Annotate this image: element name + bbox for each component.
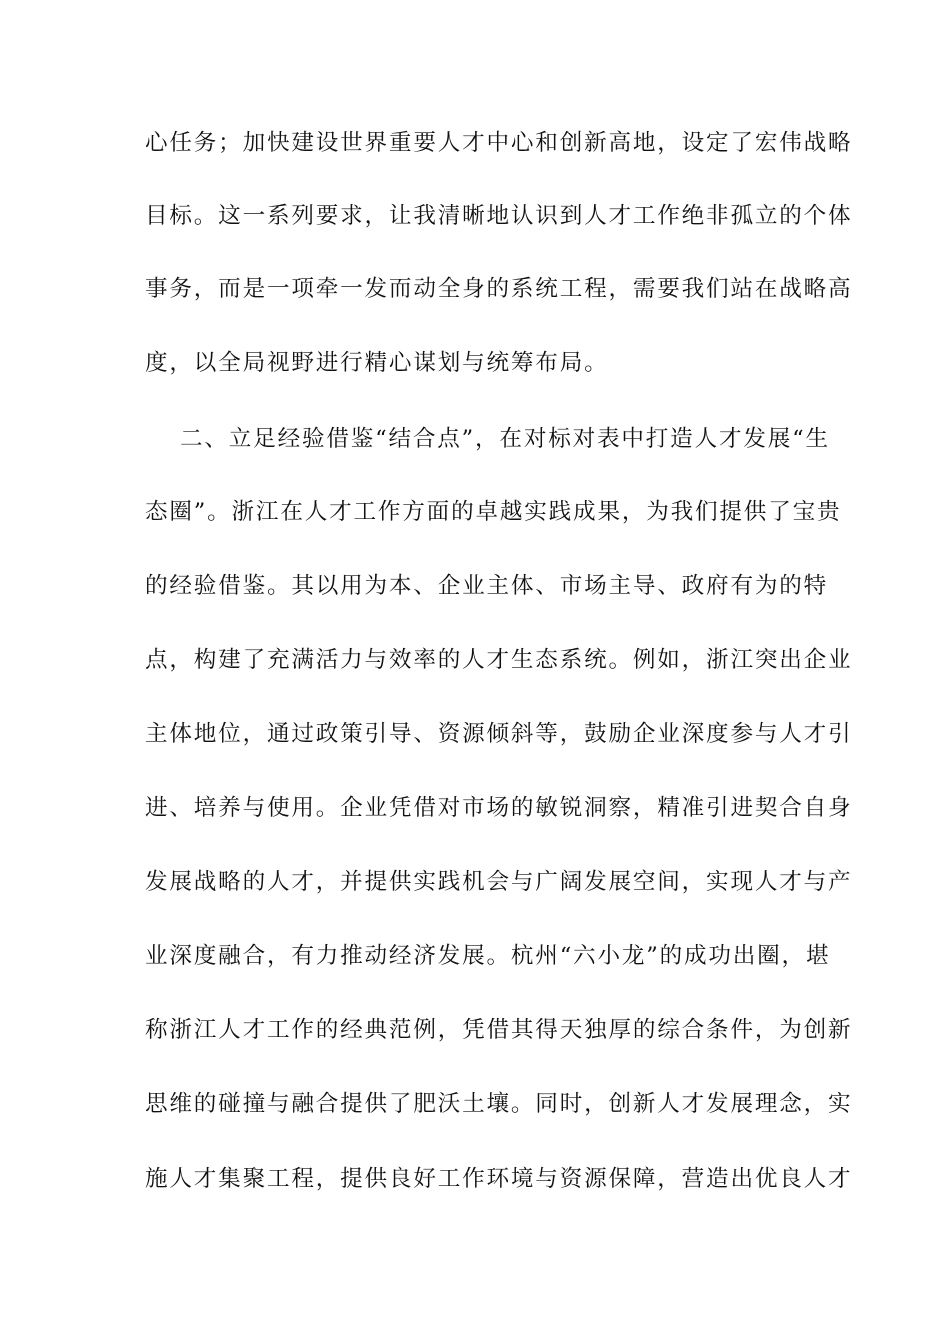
text-line-1: 心任务；加快建设世界重要人才中心和创新高地，设定了宏伟战略 (145, 130, 853, 156)
text-line-4: 度，以全局视野进行精心谋划与统筹布局。 (145, 350, 609, 376)
text-line-3: 事务，而是一项牵一发而动全身的系统工程，需要我们站在战略高 (145, 276, 853, 302)
text-line-12: 业深度融合，有力推动经济发展。杭州“六小龙”的成功出圈，堪 (145, 943, 831, 969)
text-line-7: 的经验借鉴。其以用为本、企业主体、市场主导、政府有为的特 (145, 573, 829, 599)
text-line-8: 点，构建了充满活力与效率的人才生态系统。例如，浙江突出企业 (145, 647, 853, 673)
text-line-14: 思维的碰撞与融合提供了肥沃土壤。同时，创新人才发展理念，实 (145, 1091, 853, 1117)
text-line-9: 主体地位，通过政策引导、资源倾斜等，鼓励企业深度参与人才引 (145, 721, 853, 747)
text-line-11: 发展战略的人才，并提供实践机会与广阔发展空间，实现人才与产 (145, 869, 853, 895)
section-heading-2: 二、立足经验借鉴“结合点”，在对标对表中打造人才发展“生 (180, 426, 830, 452)
document-page (145, 0, 853, 1344)
text-line-15: 施人才集聚工程，提供良好工作环境与资源保障，营造出优良人才 (145, 1166, 853, 1192)
text-line-6: 态圈”。浙江在人才工作方面的卓越实践成果，为我们提供了宝贵 (145, 499, 842, 525)
text-line-2: 目标。这一系列要求，让我清晰地认识到人才工作绝非孤立的个体 (145, 203, 853, 229)
text-line-10: 进、培养与使用。企业凭借对市场的敏锐洞察，精准引进契合自身 (145, 795, 853, 821)
text-line-13: 称浙江人才工作的经典范例，凭借其得天独厚的综合条件，为创新 (145, 1017, 853, 1043)
